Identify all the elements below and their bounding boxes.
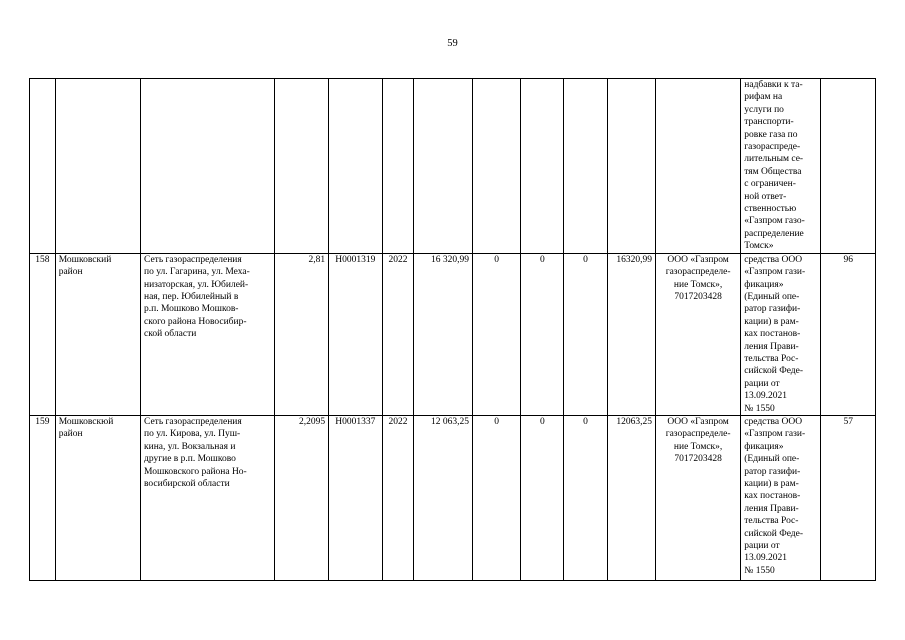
investment-table xyxy=(29,78,876,581)
cell-length: 2,2095 xyxy=(274,415,328,580)
cell-source: средства ООО «Газпром гази- фикация» (Единый опе- ратор газифи- кации) в рам- ках постанов- ления Прави- тельства Рос- сийской Феде- рации от 13.09.2021 № 1550 xyxy=(741,415,821,580)
cell-district: Мошковский район xyxy=(55,253,140,415)
cell-last xyxy=(821,79,876,254)
cell-district: Мошковскюй район xyxy=(55,415,140,580)
cell-v1: 0 xyxy=(472,253,520,415)
cell-source: надбавки к та- рифам на услуги по транспорти- ровке газа по газораспреде- лительным се- тям Общества с ограничен- ной ответ- ственностью «Газпром газо- распределение Томск» xyxy=(741,79,821,254)
cell-total: 12 063,25 xyxy=(414,415,473,580)
cell-no: 158 xyxy=(30,253,56,415)
cell-v3 xyxy=(564,79,607,254)
table-row xyxy=(30,253,876,415)
cell-v1 xyxy=(472,79,520,254)
cell-last: 57 xyxy=(821,415,876,580)
cell-v2 xyxy=(521,79,564,254)
cell-v3: 0 xyxy=(564,415,607,580)
cell-no xyxy=(30,79,56,254)
cell-v4: 12063,25 xyxy=(607,415,655,580)
table-row xyxy=(30,415,876,580)
table-row-continued xyxy=(30,79,876,254)
cell-length xyxy=(274,79,328,254)
cell-year: 2022 xyxy=(382,415,414,580)
cell-source: средства ООО «Газпром гази- фикация» (Единый опе- ратор газифи- кации) в рам- ках постанов- ления Прави- тельства Рос- сийской Феде- рации от 13.09.2021 № 1550 xyxy=(741,253,821,415)
cell-v4 xyxy=(607,79,655,254)
cell-object: Сеть газораспределения по ул. Кирова, ул. Пуш- кина, ул. Вокзальная и другие в р.п. Мошково Мошковского района Но- восибирской области xyxy=(141,415,275,580)
cell-district xyxy=(55,79,140,254)
cell-year xyxy=(382,79,414,254)
cell-v2: 0 xyxy=(521,253,564,415)
cell-v3: 0 xyxy=(564,253,607,415)
cell-code: Н0001337 xyxy=(329,415,382,580)
cell-object xyxy=(141,79,275,254)
cell-total xyxy=(414,79,473,254)
cell-last: 96 xyxy=(821,253,876,415)
cell-organization xyxy=(655,79,740,254)
cell-no: 159 xyxy=(30,415,56,580)
cell-total: 16 320,99 xyxy=(414,253,473,415)
cell-v4: 16320,99 xyxy=(607,253,655,415)
cell-length: 2,81 xyxy=(274,253,328,415)
cell-object: Сеть газораспределения по ул. Гагарина, ул. Меха- низаторская, ул. Юбилей- ная, пер. Юбилейный в р.п. Мошково Мошков- ского района Новосибир- ской области xyxy=(141,253,275,415)
cell-year: 2022 xyxy=(382,253,414,415)
cell-v2: 0 xyxy=(521,415,564,580)
cell-code: Н0001319 xyxy=(329,253,382,415)
cell-organization: ООО «Газпром газораспределе- ние Томск», 7017203428 xyxy=(655,253,740,415)
cell-organization: ООО «Газпром газораспределе- ние Томск», 7017203428 xyxy=(655,415,740,580)
page-number: 59 xyxy=(447,38,458,49)
cell-code xyxy=(329,79,382,254)
cell-v1: 0 xyxy=(472,415,520,580)
